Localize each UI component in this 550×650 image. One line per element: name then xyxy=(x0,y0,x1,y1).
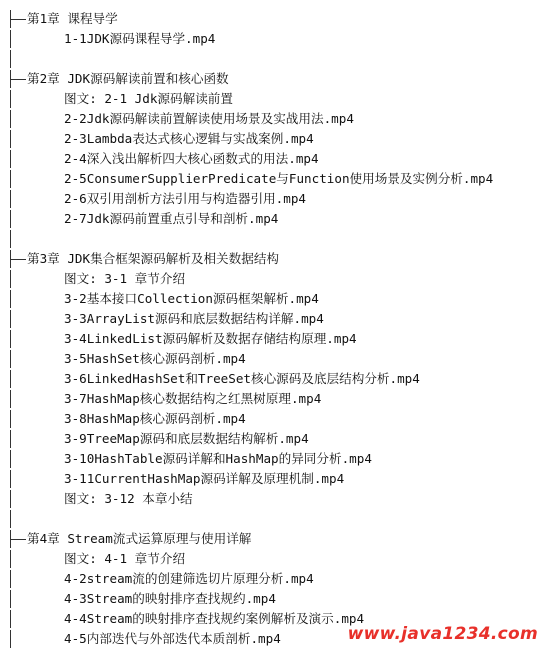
tree-connector xyxy=(10,270,11,288)
lesson-file-name: 3-8HashMap核心源码剖析.mp4 xyxy=(64,411,246,426)
tree-connector xyxy=(10,290,11,308)
lesson-file-name: 2-7Jdk源码前置重点引导和剖析.mp4 xyxy=(64,211,279,226)
tree-spacer-line xyxy=(0,509,550,529)
lesson-file-name: 图文: 4-1 章节介绍 xyxy=(64,551,186,566)
lesson-row xyxy=(0,129,550,149)
tree-branch xyxy=(10,79,26,80)
lesson-row xyxy=(0,469,550,489)
lesson-file-name: 图文: 3-1 章节介绍 xyxy=(64,271,186,286)
lesson-file-name: 3-7HashMap核心数据结构之红黑树原理.mp4 xyxy=(64,391,322,406)
tree-connector xyxy=(10,610,11,628)
chapter-title: 第2章 JDK源码解读前置和核心函数 xyxy=(27,71,229,86)
lesson-row xyxy=(0,389,550,409)
chapter-title: 第3章 JDK集合框架源码解析及相关数据结构 xyxy=(27,251,280,266)
chapter-row xyxy=(0,9,550,29)
lesson-file-name: 2-3Lambda表达式核心逻辑与实战案例.mp4 xyxy=(64,131,314,146)
lesson-row xyxy=(0,169,550,189)
tree-connector xyxy=(10,510,11,528)
chapter-row xyxy=(0,69,550,89)
chapter-title: 第1章 课程导学 xyxy=(27,11,118,26)
lesson-file-name: 4-3Stream的映射排序查找规约.mp4 xyxy=(64,591,276,606)
lesson-file-name: 3-9TreeMap源码和底层数据结构解析.mp4 xyxy=(64,431,309,446)
lesson-row xyxy=(0,589,550,609)
tree-connector xyxy=(10,450,11,468)
lesson-row xyxy=(0,369,550,389)
tree-connector xyxy=(10,50,11,68)
tree-branch xyxy=(10,19,26,20)
lesson-row xyxy=(0,409,550,429)
tree-connector xyxy=(10,630,11,648)
lesson-row xyxy=(0,429,550,449)
lesson-file-name: 2-2Jdk源码解读前置解读使用场景及实战用法.mp4 xyxy=(64,111,354,126)
lesson-file-name: 4-2stream流的创建筛选切片原理分析.mp4 xyxy=(64,571,314,586)
chapter-title: 第4章 Stream流式运算原理与使用详解 xyxy=(27,531,252,546)
lesson-file-name: 4-5内部迭代与外部迭代本质剖析.mp4 xyxy=(64,631,281,646)
lesson-row xyxy=(0,349,550,369)
tree-branch xyxy=(10,539,26,540)
tree-connector xyxy=(10,370,11,388)
lesson-row xyxy=(0,289,550,309)
lesson-file-name: 图文: 2-1 Jdk源码解读前置 xyxy=(64,91,233,106)
tree-connector xyxy=(10,310,11,328)
tree-connector xyxy=(10,150,11,168)
tree-connector xyxy=(10,590,11,608)
lesson-file-name: 1-1JDK源码课程导学.mp4 xyxy=(64,31,216,46)
lesson-row xyxy=(0,489,550,509)
tree-connector xyxy=(10,190,11,208)
lesson-file-name: 3-4LinkedList源码解析及数据存储结构原理.mp4 xyxy=(64,331,357,346)
lesson-row xyxy=(0,189,550,209)
tree-branch xyxy=(10,259,26,260)
chapter-row xyxy=(0,529,550,549)
lesson-file-name: 4-4Stream的映射排序查找规约案例解析及演示.mp4 xyxy=(64,611,365,626)
tree-connector xyxy=(10,350,11,368)
tree-connector xyxy=(10,130,11,148)
tree-connector xyxy=(10,550,11,568)
lesson-file-name: 3-5HashSet核心源码剖析.mp4 xyxy=(64,351,246,366)
lesson-file-name: 3-11CurrentHashMap源码详解及原理机制.mp4 xyxy=(64,471,345,486)
lesson-row xyxy=(0,149,550,169)
watermark: www.java1234.com xyxy=(347,624,538,644)
tree-connector xyxy=(10,410,11,428)
lesson-row xyxy=(0,449,550,469)
tree-connector xyxy=(10,230,11,248)
tree-connector xyxy=(10,470,11,488)
tree-spacer-line xyxy=(0,229,550,249)
tree-connector xyxy=(10,570,11,588)
lesson-file-name: 2-6双引用剖析方法引用与构造器引用.mp4 xyxy=(64,191,306,206)
lesson-file-name: 图文: 3-12 本章小结 xyxy=(64,491,193,506)
lesson-row xyxy=(0,209,550,229)
lesson-row xyxy=(0,109,550,129)
tree-connector xyxy=(10,90,11,108)
tree-connector xyxy=(10,170,11,188)
tree-spacer-line xyxy=(0,49,550,69)
tree-connector xyxy=(10,490,11,508)
lesson-file-name: 2-5ConsumerSupplierPredicate与Function使用场景及实例分析.mp4 xyxy=(64,171,494,186)
tree-connector xyxy=(10,210,11,228)
tree-connector xyxy=(10,330,11,348)
lesson-file-name: 3-2基本接口Collection源码框架解析.mp4 xyxy=(64,291,319,306)
lesson-file-name: 3-3ArrayList源码和底层数据结构详解.mp4 xyxy=(64,311,324,326)
tree-connector xyxy=(10,430,11,448)
lesson-row xyxy=(0,29,550,49)
tree-connector xyxy=(10,30,11,48)
lesson-row xyxy=(0,549,550,569)
lesson-row xyxy=(0,569,550,589)
lesson-file-name: 3-6LinkedHashSet和TreeSet核心源码及底层结构分析.mp4 xyxy=(64,371,420,386)
tree-connector xyxy=(10,390,11,408)
tree-connector xyxy=(10,110,11,128)
lesson-file-name: 2-4深入浅出解析四大核心函数式的用法.mp4 xyxy=(64,151,319,166)
chapter-row xyxy=(0,249,550,269)
lesson-row xyxy=(0,309,550,329)
lesson-row xyxy=(0,269,550,289)
lesson-file-name: 3-10HashTable源码详解和HashMap的异同分析.mp4 xyxy=(64,451,372,466)
lesson-row xyxy=(0,89,550,109)
course-outline-tree xyxy=(0,9,550,649)
lesson-row xyxy=(0,329,550,349)
